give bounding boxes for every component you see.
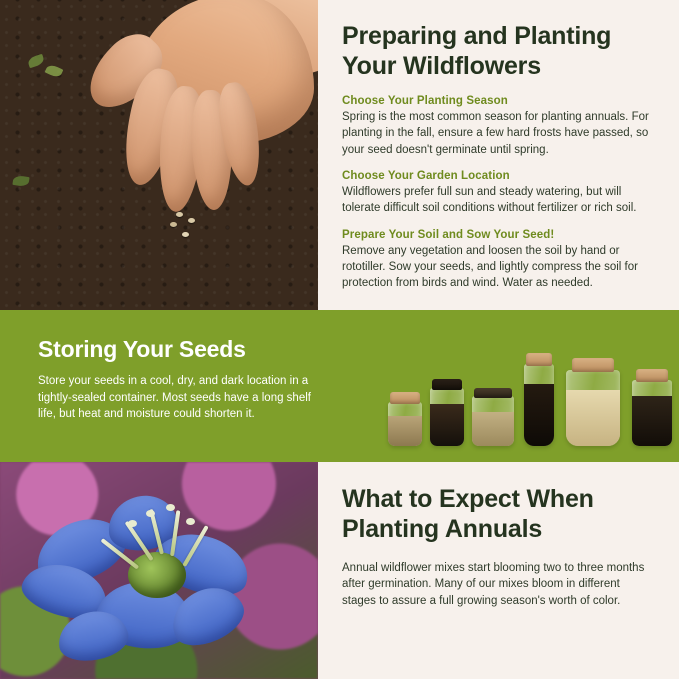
jar-icon — [524, 364, 554, 446]
seed-icon — [182, 232, 189, 237]
seed-icon — [188, 218, 195, 223]
paragraph-storing: Store your seeds in a cool, dry, and dark location in a tightly-sealed container. Most seeds have a long shelf life, but heat and moisture could shorten it. — [38, 375, 311, 421]
section-planting-title: Preparing and Planting Your Wildflowers — [342, 22, 612, 80]
soil-hand-photo — [0, 0, 318, 310]
paragraph-prepare-soil: Remove any vegetation and loosen the soil by hand or rototiller. Sow your seeds, and lightly compress the soil for protection from birds and wind. Water as needed. — [342, 244, 638, 290]
blue-flower-photo — [0, 462, 318, 679]
paragraph-expectations: Annual wildflower mixes start blooming two to three months after germination. Many of our mixes bloom in different stages to assure a full growing season's worth of color. — [342, 562, 645, 607]
subheading-planting-season: Choose Your Planting Season — [342, 95, 508, 107]
section-storing-title: Storing Your Seeds — [38, 336, 246, 362]
anther-icon — [186, 518, 195, 525]
cork-icon — [526, 353, 552, 366]
subheading-prepare-soil: Prepare Your Soil and Sow Your Seed! — [342, 228, 555, 241]
jar-icon — [388, 402, 422, 446]
paragraph-garden-location: Wildflowers prefer full sun and steady watering, but will tolerate difficult soil conditions without fertilizer or rich soil. — [342, 185, 637, 215]
flower-center — [128, 552, 186, 598]
subheading-garden-location: Choose Your Garden Location — [342, 169, 510, 182]
section-planting-text — [318, 0, 679, 310]
jar-icon — [632, 380, 672, 446]
section-planting — [0, 0, 679, 310]
cork-icon — [636, 369, 668, 382]
cork-icon — [390, 392, 420, 404]
lid-icon — [432, 379, 462, 390]
section-storing-text — [0, 310, 352, 462]
seed-icon — [176, 212, 183, 217]
seed-jars-photo — [352, 310, 679, 462]
anther-icon — [128, 520, 137, 527]
section-expectations — [0, 462, 679, 679]
jar-icon — [430, 388, 464, 446]
jar-icon — [566, 370, 620, 446]
section-expectations-text — [318, 462, 679, 679]
jar-icon — [472, 396, 514, 446]
anther-icon — [146, 510, 155, 517]
cork-icon — [572, 358, 614, 372]
section-storing — [0, 310, 679, 462]
seed-icon — [170, 222, 177, 227]
paragraph-planting-season: Spring is the most common season for planting annuals. For planting in the fall, ensure a few hard frosts have passed, so your seed doesn't germinate until spring. — [342, 111, 649, 156]
anther-icon — [166, 504, 175, 511]
lid-icon — [474, 388, 512, 398]
section-expectations-title: What to Expect When Planting Annuals — [342, 485, 594, 543]
hand-illustration — [84, 0, 314, 230]
